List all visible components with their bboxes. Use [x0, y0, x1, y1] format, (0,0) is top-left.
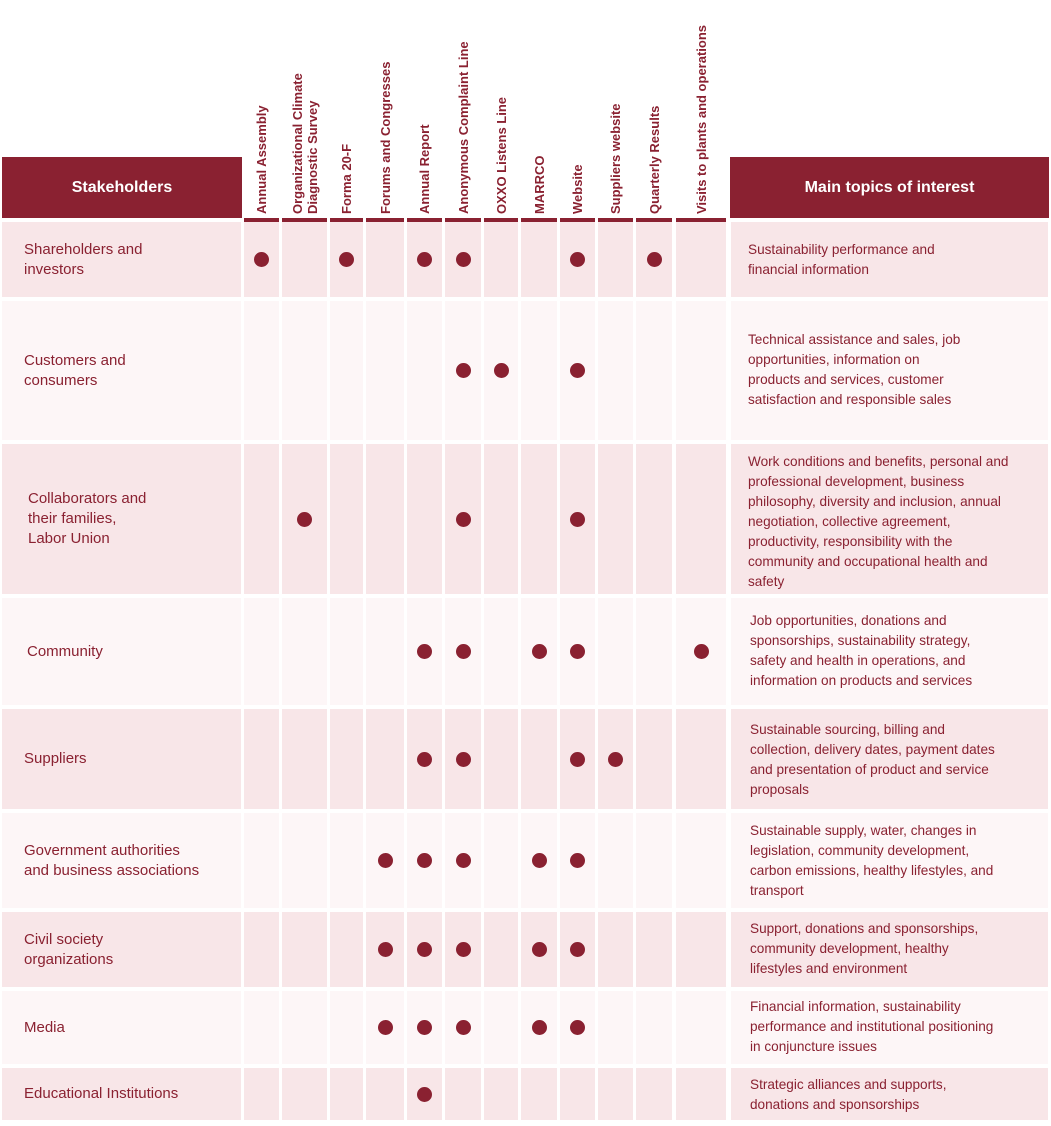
- channel-cell: [330, 598, 363, 705]
- channel-cell: [598, 1068, 633, 1120]
- channel-cell: [598, 301, 633, 440]
- channel-mark-dot: [378, 942, 393, 957]
- channel-mark-dot: [570, 512, 585, 527]
- channel-cell: [676, 912, 726, 987]
- stakeholder-label: [24, 1018, 65, 1038]
- channel-mark-dot: [570, 752, 585, 767]
- topic-line: Job opportunities, donations and: [750, 613, 947, 628]
- stakeholder-line: consumers: [24, 371, 98, 389]
- channel-cell: [282, 598, 327, 705]
- stakeholder-line: their families,: [28, 510, 117, 527]
- channel-mark-dot: [532, 644, 547, 659]
- column-header-line: Forma 20-F: [339, 143, 354, 214]
- stakeholder-label: [24, 930, 113, 970]
- channel-cell: [282, 991, 327, 1064]
- channel-cell: [366, 1068, 404, 1120]
- topics-header: Main topics of interest: [730, 157, 1049, 218]
- topic-line: productivity, responsibility with the: [748, 534, 953, 549]
- stakeholders-header: Stakeholders: [2, 157, 242, 218]
- channel-cell: [676, 222, 726, 297]
- channel-cell: [676, 813, 726, 908]
- channel-cell: [484, 1068, 518, 1120]
- channel-mark-dot: [494, 363, 509, 378]
- topic-line: community and occupational health and: [748, 554, 988, 569]
- channel-cell: [244, 991, 279, 1064]
- channel-mark-dot: [608, 752, 623, 767]
- channel-cell: [366, 301, 404, 440]
- channel-cell: [598, 991, 633, 1064]
- channel-cell: [636, 301, 672, 440]
- channel-cell: [282, 1068, 327, 1120]
- channel-mark-dot: [456, 853, 471, 868]
- channel-cell: [676, 301, 726, 440]
- channel-cell: [330, 444, 363, 594]
- channel-cell: [636, 598, 672, 705]
- channel-mark-dot: [532, 853, 547, 868]
- channel-cell: [636, 709, 672, 809]
- channel-mark-dot: [417, 644, 432, 659]
- stakeholder-label: [27, 642, 103, 662]
- column-header-forma-20f: [339, 144, 354, 214]
- channel-cell: [636, 444, 672, 594]
- channel-mark-dot: [417, 752, 432, 767]
- column-header-annual-assembly: [254, 105, 269, 214]
- topic-line: Sustainability performance and: [748, 242, 935, 257]
- channel-cell: [484, 813, 518, 908]
- channel-cell: [636, 991, 672, 1064]
- channel-mark-dot: [456, 942, 471, 957]
- stakeholder-line: Government authorities: [24, 841, 180, 859]
- channel-cell: [330, 301, 363, 440]
- channel-cell: [676, 1068, 726, 1120]
- channel-mark-dot: [456, 252, 471, 267]
- column-header-website: [570, 164, 585, 214]
- topics-text: [750, 997, 993, 1057]
- channel-mark-dot: [254, 252, 269, 267]
- topic-line: Sustainable sourcing, billing and: [750, 722, 945, 737]
- topic-line: Financial information, sustainability: [750, 999, 961, 1014]
- channel-cell: [366, 222, 404, 297]
- column-header-line: Website: [570, 164, 585, 214]
- topic-line: proposals: [750, 782, 809, 797]
- channel-cell: [330, 813, 363, 908]
- channel-cell: [676, 444, 726, 594]
- column-header-suppliers-website: [608, 103, 623, 214]
- channel-mark-dot: [456, 363, 471, 378]
- column-header-marrco: [532, 156, 547, 215]
- topic-line: transport: [750, 883, 804, 898]
- topic-line: performance and institutional positioning: [750, 1019, 994, 1034]
- topics-text: [748, 330, 960, 410]
- channel-mark-dot: [297, 512, 312, 527]
- channel-cell: [484, 991, 518, 1064]
- topic-line: information on products and services: [750, 673, 973, 688]
- channel-cell: [636, 912, 672, 987]
- stakeholder-line: investors: [24, 260, 85, 278]
- channel-cell: [282, 222, 327, 297]
- channel-mark-dot: [570, 942, 585, 957]
- topic-line: and presentation of product and service: [750, 762, 989, 777]
- topic-line: collection, delivery dates, payment dates: [750, 742, 995, 757]
- stakeholder-label: [24, 749, 87, 769]
- channel-cell: [598, 813, 633, 908]
- channel-mark-dot: [647, 252, 662, 267]
- stakeholder-label: [24, 1084, 178, 1104]
- channel-cell: [484, 709, 518, 809]
- column-header-quarterly-results: [647, 106, 662, 214]
- stakeholder-line: Labor Union: [28, 530, 110, 547]
- topics-text: [750, 720, 995, 800]
- topic-line: Strategic alliances and supports,: [750, 1077, 947, 1092]
- channel-mark-dot: [532, 1020, 547, 1035]
- topic-line: legislation, community development,: [750, 843, 970, 858]
- channel-cell: [244, 598, 279, 705]
- topics-text: [750, 1075, 946, 1115]
- topic-line: safety: [748, 574, 785, 589]
- stakeholder-line: Educational Institutions: [24, 1085, 179, 1102]
- topic-line: community development, healthy: [750, 941, 949, 956]
- channel-cell: [598, 912, 633, 987]
- channel-mark-dot: [570, 252, 585, 267]
- channel-cell: [598, 222, 633, 297]
- topics-text: [748, 240, 935, 280]
- channel-cell: [598, 444, 633, 594]
- column-header-line: Quarterly Results: [646, 105, 662, 214]
- channel-cell: [330, 709, 363, 809]
- channel-cell: [244, 813, 279, 908]
- channel-cell: [244, 912, 279, 987]
- stakeholder-label: [24, 240, 142, 280]
- column-header-line: Visits to plants and operations: [693, 24, 709, 214]
- column-header-line: OXXO Listens Line: [493, 96, 509, 214]
- channel-mark-dot: [570, 853, 585, 868]
- topic-line: Sustainable supply, water, changes in: [750, 823, 977, 838]
- channel-mark-dot: [417, 1087, 432, 1102]
- channel-mark-dot: [417, 942, 432, 957]
- channel-mark-dot: [456, 644, 471, 659]
- column-header-forums: [378, 62, 393, 214]
- topic-line: safety and health in operations, and: [750, 653, 966, 668]
- topic-line: in conjuncture issues: [750, 1039, 877, 1054]
- channel-cell: [282, 912, 327, 987]
- channel-cell: [484, 912, 518, 987]
- column-header-line: Annual Report: [417, 124, 432, 214]
- channel-cell: [244, 1068, 279, 1120]
- channel-cell: [366, 709, 404, 809]
- channel-mark-dot: [378, 853, 393, 868]
- topic-line: donations and sponsorships: [750, 1097, 920, 1112]
- topics-text: [750, 919, 978, 979]
- stakeholder-line: Shareholders and: [24, 240, 143, 258]
- channel-cell: [407, 444, 442, 594]
- stakeholder-line: Civil society: [24, 930, 104, 948]
- channel-cell: [282, 301, 327, 440]
- stakeholder-label: [28, 489, 146, 549]
- column-header-line: Diagnostic Survey: [304, 100, 320, 214]
- channel-cell: [366, 598, 404, 705]
- channel-cell: [330, 991, 363, 1064]
- topic-line: lifestyles and environment: [750, 961, 908, 976]
- stakeholder-label: [24, 351, 126, 391]
- channel-cell: [676, 991, 726, 1064]
- channel-cell: [521, 301, 557, 440]
- channel-cell: [484, 222, 518, 297]
- channel-cell: [560, 1068, 595, 1120]
- channel-cell: [282, 813, 327, 908]
- channel-cell: [636, 1068, 672, 1120]
- channel-cell: [330, 912, 363, 987]
- channel-cell: [445, 1068, 481, 1120]
- topic-line: professional development, business: [748, 474, 965, 489]
- column-header-line: MARRCO: [531, 155, 547, 214]
- channel-cell: [244, 301, 279, 440]
- channel-cell: [521, 1068, 557, 1120]
- column-header-line: Organizational Climate: [289, 73, 305, 214]
- channel-cell: [676, 709, 726, 809]
- column-header-complaint-line: [456, 41, 471, 214]
- stakeholder-line: Customers and: [24, 351, 126, 369]
- channel-cell: [282, 709, 327, 809]
- channel-mark-dot: [694, 644, 709, 659]
- column-header-oxxo-listens: [494, 97, 509, 214]
- topics-text: [750, 821, 993, 901]
- topic-line: opportunities, information on: [748, 352, 920, 367]
- channel-cell: [244, 709, 279, 809]
- topic-line: sponsorships, sustainability strategy,: [750, 633, 971, 648]
- column-header-line: Forums and Congresses: [377, 61, 393, 214]
- stakeholder-line: Media: [24, 1018, 65, 1036]
- stakeholder-line: and business associations: [24, 861, 200, 879]
- topic-line: products and services, customer: [748, 372, 944, 387]
- channel-cell: [366, 444, 404, 594]
- stakeholder-line: Suppliers: [24, 750, 87, 767]
- topic-line: satisfaction and responsible sales: [748, 392, 952, 407]
- topic-line: carbon emissions, healthy lifestyles, and: [750, 863, 994, 878]
- channel-cell: [521, 444, 557, 594]
- topic-line: Support, donations and sponsorships,: [750, 921, 979, 936]
- column-header-visits: [694, 25, 709, 214]
- channel-mark-dot: [417, 252, 432, 267]
- column-header-line: Annual Assembly: [254, 105, 269, 214]
- column-header-annual-report: [417, 124, 432, 214]
- channel-cell: [636, 813, 672, 908]
- topic-line: Technical assistance and sales, job: [748, 332, 961, 347]
- channel-cell: [407, 301, 442, 440]
- topic-line: negotiation, collective agreement,: [748, 514, 951, 529]
- topics-text: [750, 611, 972, 691]
- channel-mark-dot: [378, 1020, 393, 1035]
- channel-mark-dot: [532, 942, 547, 957]
- channel-cell: [521, 709, 557, 809]
- channel-cell: [484, 598, 518, 705]
- topic-line: philosophy, diversity and inclusion, annual: [748, 494, 1001, 509]
- stakeholder-label: [24, 841, 199, 881]
- column-header-line: Suppliers website: [608, 103, 623, 214]
- channel-mark-dot: [339, 252, 354, 267]
- channel-mark-dot: [456, 752, 471, 767]
- channel-mark-dot: [570, 644, 585, 659]
- stakeholder-line: Community: [27, 642, 103, 660]
- column-header-climate-survey: [290, 73, 320, 214]
- stakeholder-line: organizations: [24, 950, 114, 968]
- channel-cell: [244, 444, 279, 594]
- channel-cell: [521, 222, 557, 297]
- topics-text: [748, 452, 1008, 592]
- channel-mark-dot: [570, 363, 585, 378]
- topic-line: Work conditions and benefits, personal and: [748, 454, 1009, 469]
- topic-line: financial information: [748, 262, 869, 277]
- channel-mark-dot: [456, 512, 471, 527]
- stakeholder-line: Collaborators and: [28, 490, 147, 507]
- channel-mark-dot: [417, 1020, 432, 1035]
- channel-cell: [598, 598, 633, 705]
- channel-mark-dot: [570, 1020, 585, 1035]
- channel-cell: [330, 1068, 363, 1120]
- channel-mark-dot: [456, 1020, 471, 1035]
- column-header-line: Anonymous Complaint Line: [455, 41, 471, 214]
- channel-cell: [484, 444, 518, 594]
- channel-mark-dot: [417, 853, 432, 868]
